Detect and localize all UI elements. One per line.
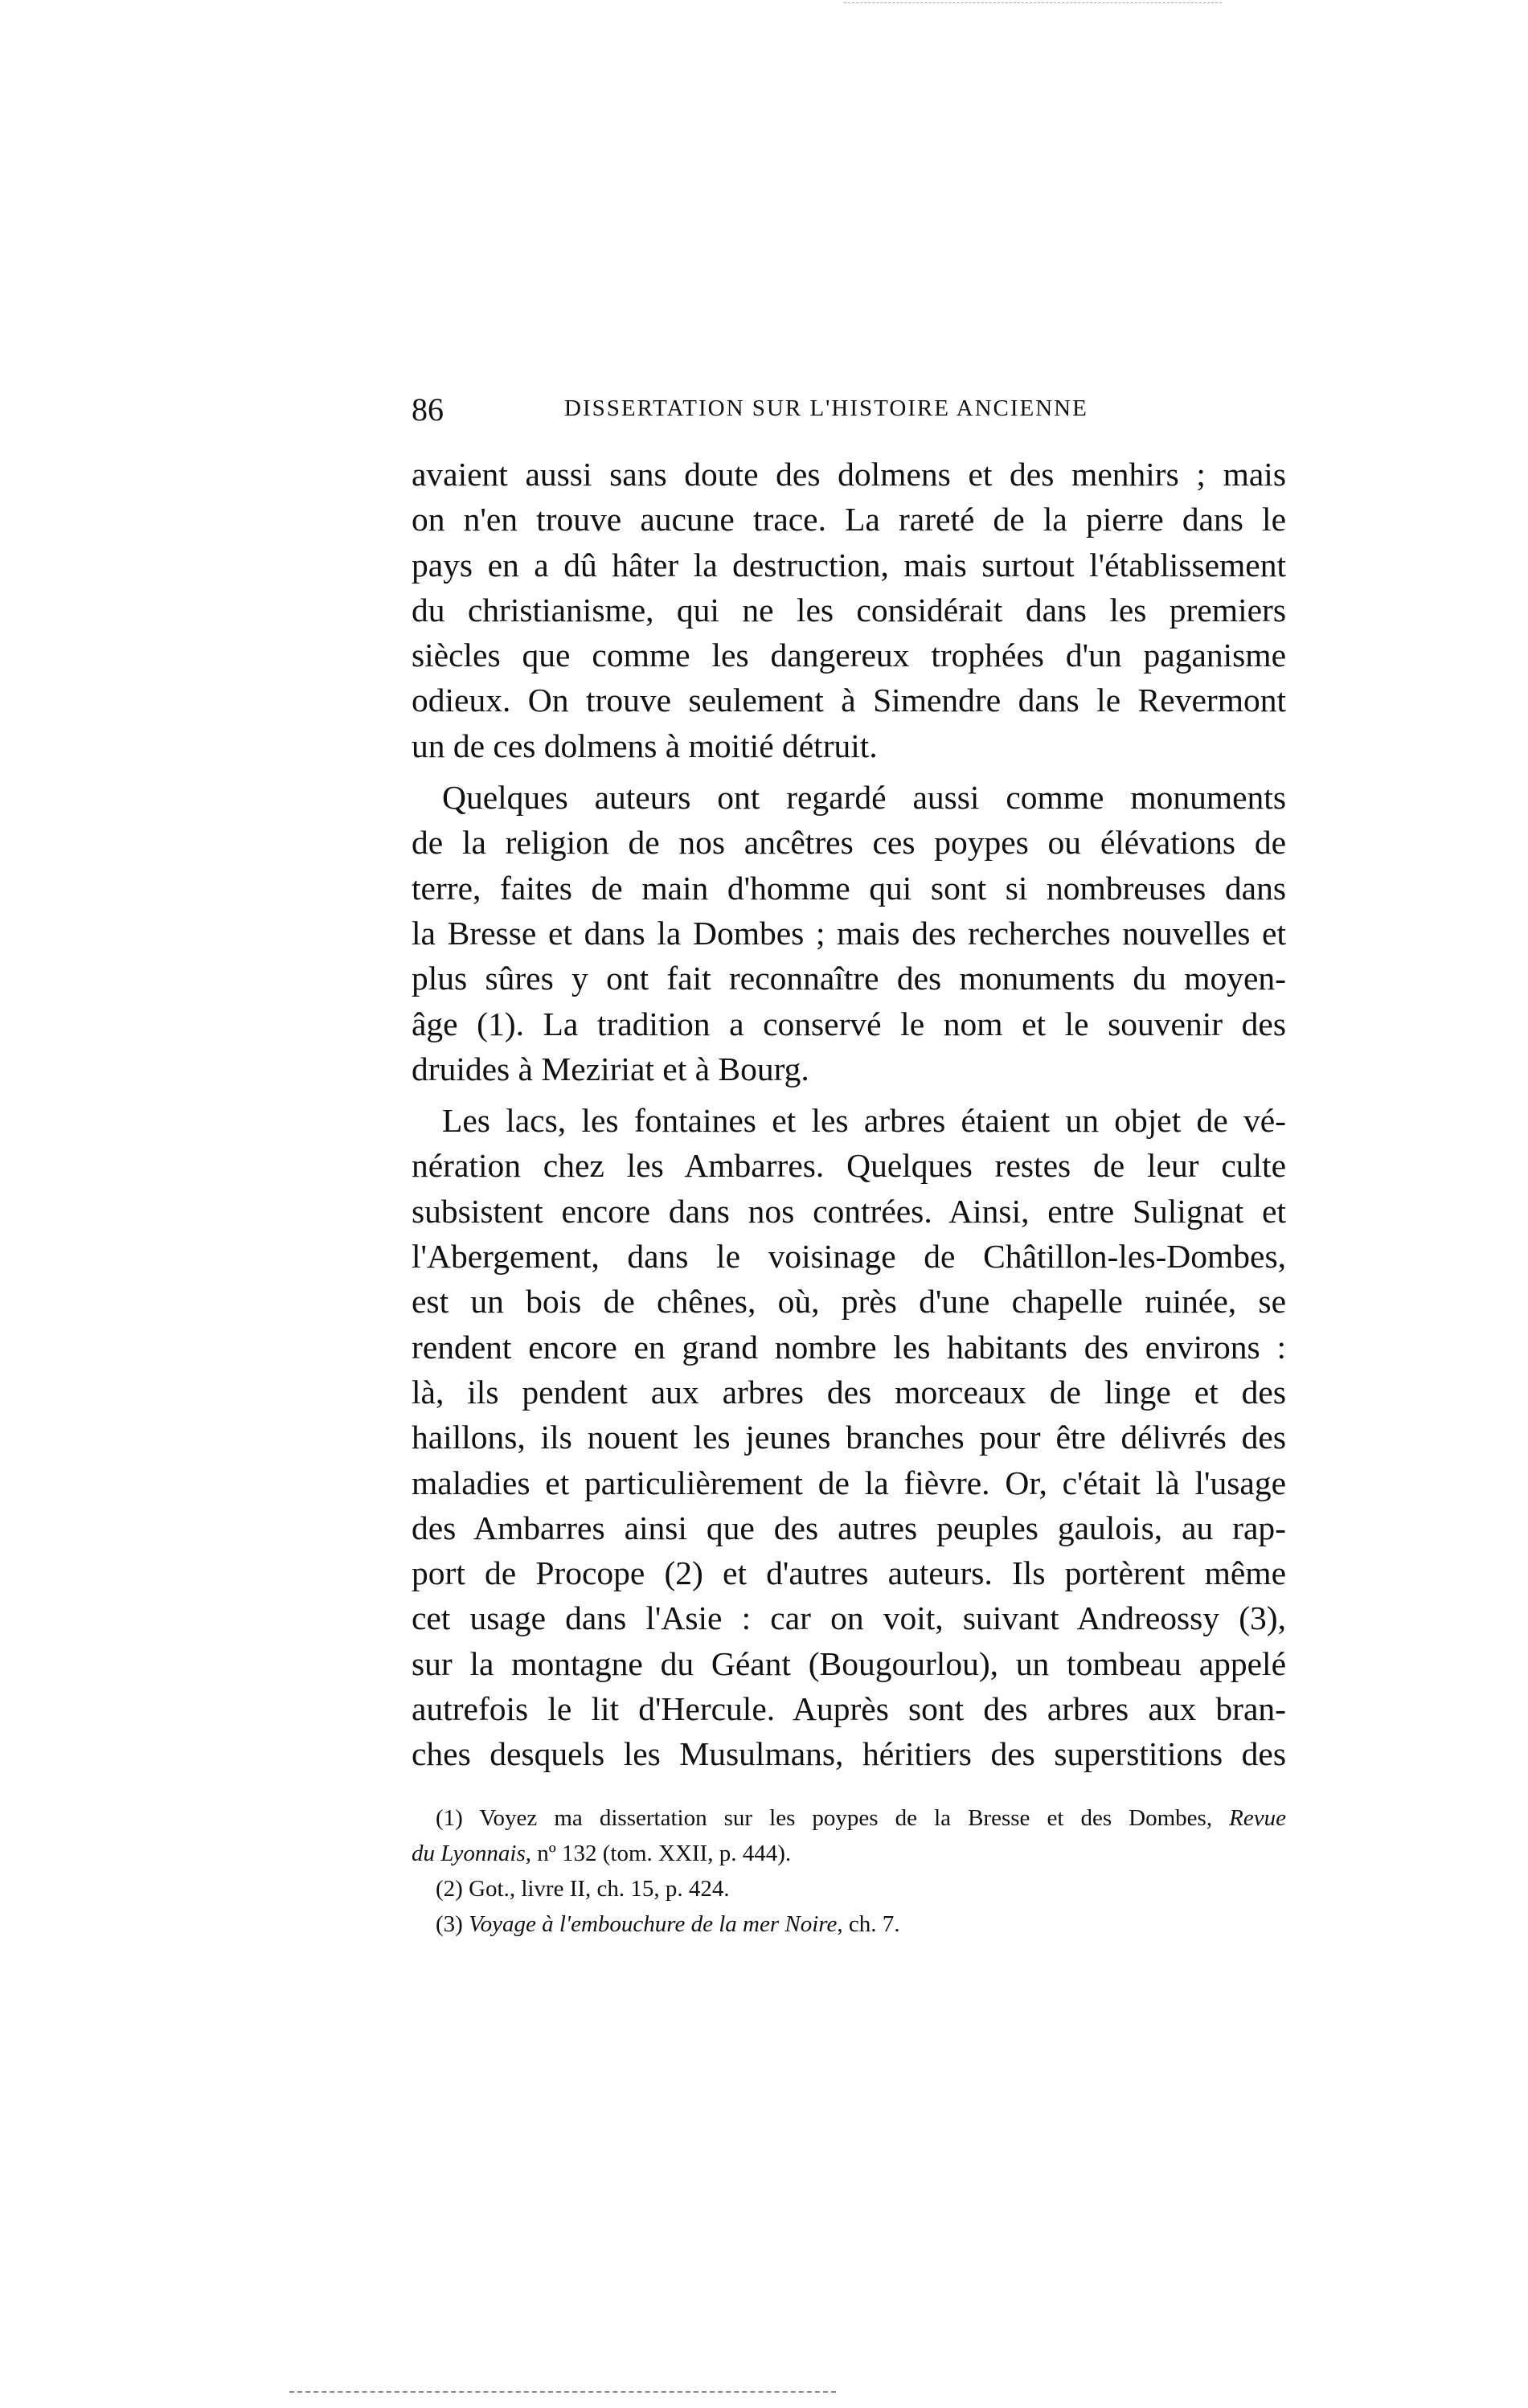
text-line: nération chez les Ambarres. Quelques restes de leur culte xyxy=(412,1147,1286,1185)
footnote-1 xyxy=(412,1800,1286,1836)
text-line: des Ambarres ainsi que des autres peuples gaulois, au rap- xyxy=(412,1509,1286,1546)
footnote-2: (2) Got., livre II, ch. 15, p. 424. xyxy=(436,1876,730,1902)
text-line: rendent encore en grand nombre les habitants des environs : xyxy=(412,1328,1286,1366)
text-line: sur la montagne du Géant (Bougourlou), un tombeau appelé xyxy=(412,1644,1286,1682)
footnote-text: , ch. 7. xyxy=(837,1911,900,1937)
scan-edge-top xyxy=(844,2,1222,3)
text-line: pays en a dû hâter la destruction, mais surtout l'établissement xyxy=(412,546,1286,584)
footnote-italic: Voyage à l'embouchure de la mer Noire xyxy=(469,1911,838,1937)
text-line: druides à Meziriat et à Bourg. xyxy=(412,1050,809,1087)
text-line: autrefois le lit d'Hercule. Auprès sont des arbres aux bran- xyxy=(412,1690,1286,1728)
page-number: 86 xyxy=(412,391,444,428)
text-line: haillons, ils nouent les jeunes branches pour être délivrés des xyxy=(412,1419,1286,1456)
text-line: maladies et particulièrement de la fièvre. Or, c'était là l'usage xyxy=(412,1464,1286,1501)
footnote-3 xyxy=(412,1906,1286,1942)
text-line: la Bresse et dans la Dombes ; mais des recherches nouvelles et xyxy=(412,914,1286,952)
text-line: un de ces dolmens à moitié détruit. xyxy=(412,727,878,764)
text-line: subsistent encore dans nos contrées. Ainsi, entre Sulignat et xyxy=(412,1192,1286,1230)
text-line: odieux. On trouve seulement à Simendre dans le Revermont xyxy=(412,682,1286,719)
text-line: cet usage dans l'Asie : car on voit, suivant Andreossy (3), xyxy=(412,1599,1286,1637)
text-line: on n'en trouve aucune trace. La rareté de la pierre dans le xyxy=(412,501,1286,539)
footnotes xyxy=(412,1800,1286,1942)
body-text xyxy=(412,452,1286,1777)
footnote-italic: Revue xyxy=(1229,1805,1287,1831)
text-line: là, ils pendent aux arbres des morceaux de linge et des xyxy=(412,1373,1286,1411)
text-line: Les lacs, les fontaines et les arbres étaient un objet de vé- xyxy=(442,1102,1286,1140)
paragraph xyxy=(412,1098,1286,1776)
text-line: l'Abergement, dans le voisinage de Châtillon-les-Dombes, xyxy=(412,1238,1286,1276)
text-line: siècles que comme les dangereux trophées d'un paganisme xyxy=(412,637,1286,674)
footnote-text: , nº 132 (tom. XXII, p. 444). xyxy=(525,1841,792,1866)
text-line: Quelques auteurs ont regardé aussi comme monuments xyxy=(442,779,1286,817)
footnote-1-cont xyxy=(412,1836,1286,1871)
footnote-text: (1) Voyez ma dissertation sur les poypes de la Bresse et des Dombes, xyxy=(436,1805,1213,1831)
text-line: du christianisme, qui ne les considérait dans les premiers xyxy=(412,591,1286,629)
text-line: plus sûres y ont fait reconnaître des monuments du moyen- xyxy=(412,960,1286,997)
page-header xyxy=(412,386,1288,434)
running-title: DISSERTATION SUR L'HISTOIRE ANCIENNE xyxy=(564,395,1088,421)
text-line: avaient aussi sans doute des dolmens et des menhirs ; mais xyxy=(412,456,1286,493)
text-line: terre, faites de main d'homme qui sont si nombreuses dans xyxy=(412,869,1286,907)
footnote-italic: du Lyonnais xyxy=(412,1841,526,1866)
text-line: port de Procope (2) et d'autres auteurs. Ils portèrent même xyxy=(412,1554,1286,1592)
paragraph xyxy=(412,452,1286,768)
text-line: âge (1). La tradition a conservé le nom et le souvenir des xyxy=(412,1005,1286,1042)
scan-edge-bottom xyxy=(289,2391,836,2393)
text-line: est un bois de chênes, où, près d'une chapelle ruinée, se xyxy=(412,1283,1286,1321)
footnote-text: (3) xyxy=(436,1911,463,1937)
paragraph xyxy=(412,775,1286,1091)
text-line: ches desquels les Musulmans, héritiers des superstitions des xyxy=(412,1735,1286,1773)
text-line: de la religion de nos ancêtres ces poypes ou élévations de xyxy=(412,824,1286,862)
